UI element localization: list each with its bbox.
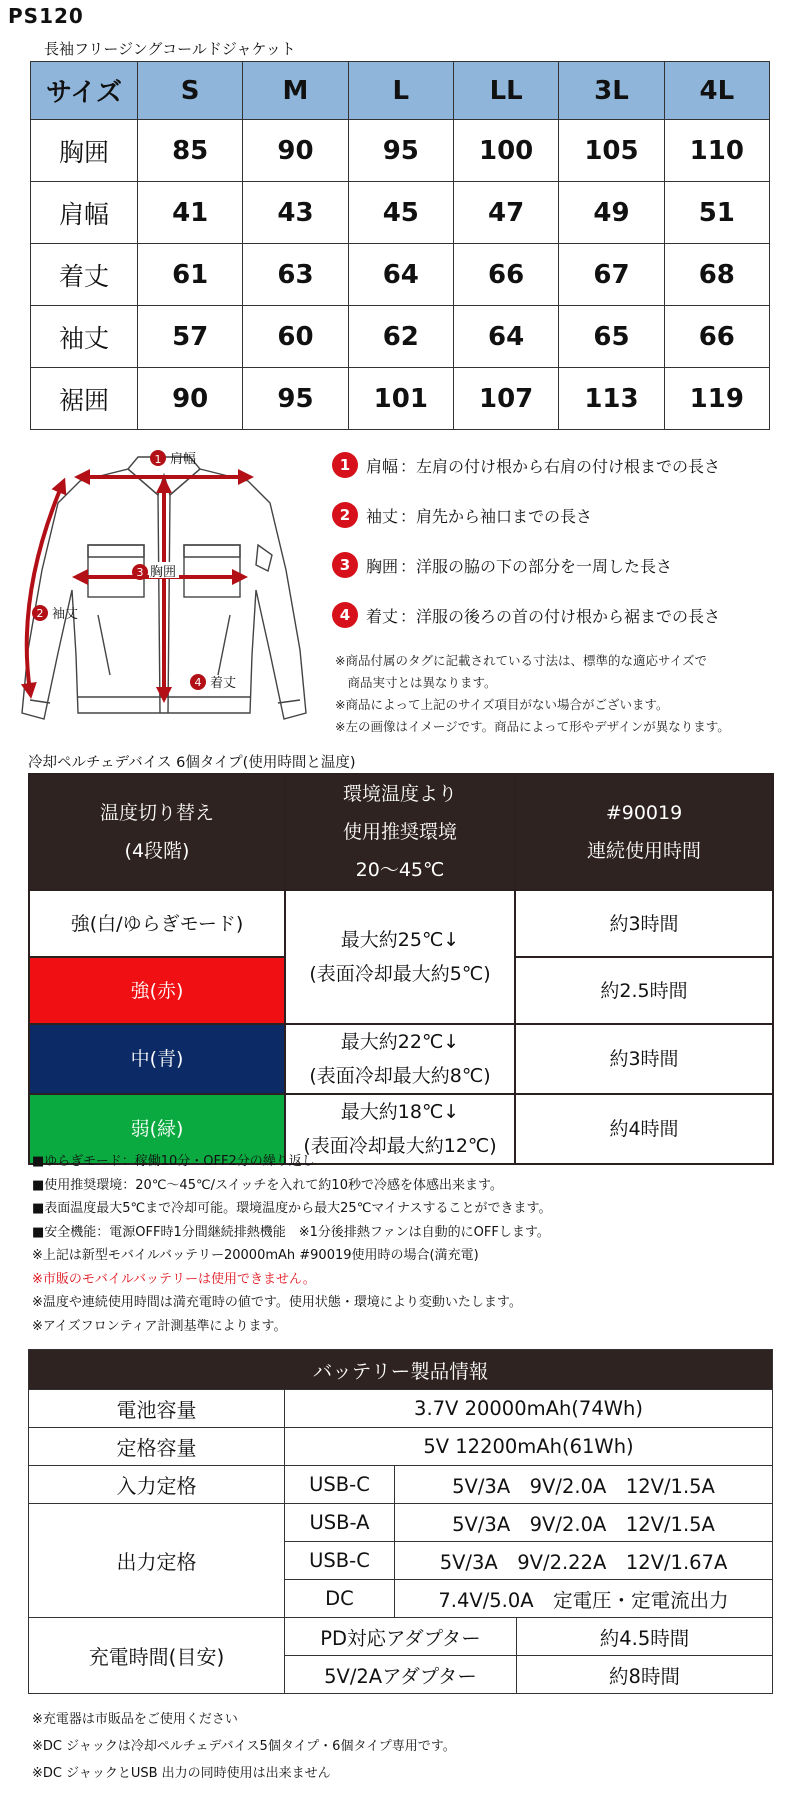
- header-line: 温度切り替え: [99, 802, 214, 824]
- length-label: 着丈: [210, 676, 237, 691]
- size-cell: 95: [348, 120, 453, 182]
- size-header-cell: LL: [453, 62, 558, 120]
- size-cell: 47: [453, 182, 558, 244]
- size-cell: 68: [664, 244, 769, 306]
- note-line: ※商品付属のタグに記載されている寸法は、標準的な適応サイズで: [335, 653, 707, 668]
- size-cell: 66: [453, 244, 558, 306]
- peltier-table: [28, 773, 774, 1165]
- battery-value: 5V 12200mAh(61Wh): [285, 1428, 773, 1466]
- size-header-cell: 3L: [559, 62, 664, 120]
- size-cell: 57: [138, 306, 243, 368]
- device-note: ■使用推奨環境：20℃～45℃/スイッチを入れて約10秒で冷感を体感出来ます。: [32, 1177, 503, 1193]
- header-line: #90019: [605, 802, 683, 824]
- size-cell: 65: [559, 306, 664, 368]
- size-cell: 61: [138, 244, 243, 306]
- size-header-cell: サイズ: [31, 62, 138, 120]
- size-header-cell: L: [348, 62, 453, 120]
- temp-line: 最大約22℃↓: [340, 1031, 460, 1053]
- battery-header: [29, 1350, 773, 1390]
- size-cell: 43: [243, 182, 348, 244]
- note-line: ※左の画像はイメージです。商品によって形やデザインが異なります。: [335, 719, 730, 734]
- badge-1-number: 1: [154, 453, 162, 466]
- size-cell: 63: [243, 244, 348, 306]
- battery-label: 出力定格: [29, 1504, 285, 1618]
- mode-weak-green: 弱(緑): [29, 1094, 285, 1164]
- spec-cell: 5V/3A 9V/2.0A 12V/1.5A: [395, 1504, 773, 1542]
- battery-label: 入力定格: [29, 1466, 285, 1504]
- measurement-legend: [332, 452, 792, 652]
- size-header-cell: M: [243, 62, 348, 120]
- temp-line: (表面冷却最大約8℃): [309, 1065, 491, 1087]
- size-row-sleeve: [31, 306, 770, 368]
- number-badge: 4: [332, 602, 358, 628]
- spec-cell: 5V/3A 9V/2.0A 12V/1.5A: [395, 1466, 773, 1504]
- battery-title: バッテリー製品情報: [29, 1350, 773, 1390]
- peltier-section-title: 冷却ペルチェデバイス 6個タイプ(使用時間と温度): [28, 755, 356, 771]
- size-cell: 64: [453, 306, 558, 368]
- size-cell: 90: [243, 120, 348, 182]
- legend-item-shoulder: [332, 452, 792, 478]
- size-cell: 45: [348, 182, 453, 244]
- battery-row-input: [29, 1466, 773, 1504]
- number-badge: 3: [332, 552, 358, 578]
- size-header-cell: 4L: [664, 62, 769, 120]
- peltier-header: [29, 774, 773, 890]
- header-line: 環境温度より: [342, 783, 457, 805]
- jacket-measurement-diagram: [10, 445, 320, 740]
- battery-row-capacity: [29, 1390, 773, 1428]
- peltier-header-env: [285, 774, 515, 890]
- battery-row-rated: [29, 1428, 773, 1466]
- peltier-header-time: [515, 774, 773, 890]
- time-cell: 約3時間: [515, 890, 773, 957]
- spec-cell: 7.4V/5.0A 定電圧・定電流出力: [395, 1580, 773, 1618]
- mode-strong-red: 強(赤): [29, 957, 285, 1024]
- number-badge: 2: [332, 502, 358, 528]
- battery-label: 充電時間(目安): [29, 1618, 285, 1694]
- temp-cell: [285, 1024, 515, 1094]
- size-cell: 95: [243, 368, 348, 430]
- header-line: 20～45℃: [355, 859, 445, 881]
- size-cell: 113: [559, 368, 664, 430]
- temp-line: (表面冷却最大約12℃): [303, 1135, 497, 1157]
- size-table: [30, 61, 770, 430]
- peltier-header-mode: [29, 774, 285, 890]
- battery-note: ※DC ジャックとUSB 出力の同時使用は出来ません: [32, 1766, 331, 1781]
- port-cell: DC: [285, 1580, 395, 1618]
- size-cell: 67: [559, 244, 664, 306]
- product-name: 長袖フリージングコールドジャケット: [44, 40, 296, 58]
- legend-item-sleeve: [332, 502, 792, 528]
- battery-note: ※充電器は市販品をご使用ください: [32, 1712, 238, 1727]
- size-cell: 100: [453, 120, 558, 182]
- battery-value: 3.7V 20000mAh(74Wh): [285, 1390, 773, 1428]
- legend-item-length: [332, 602, 792, 628]
- header-line: 連続使用時間: [586, 840, 701, 862]
- size-header-cell: S: [138, 62, 243, 120]
- charge-time-cell: 約8時間: [517, 1656, 773, 1694]
- time-cell: 約2.5時間: [515, 957, 773, 1024]
- size-cell: 110: [664, 120, 769, 182]
- battery-row-output: [29, 1504, 773, 1542]
- peltier-row: [29, 890, 773, 957]
- temp-line: 最大約18℃↓: [340, 1101, 460, 1123]
- time-cell: 約3時間: [515, 1024, 773, 1094]
- battery-table: [28, 1349, 773, 1694]
- size-cell: 62: [348, 306, 453, 368]
- size-row-length: [31, 244, 770, 306]
- peltier-row: [29, 1024, 773, 1094]
- temp-cell: [285, 890, 515, 1024]
- size-table-header: [31, 62, 770, 120]
- header-line: (4段階): [124, 840, 190, 862]
- number-badge: 1: [332, 452, 358, 478]
- size-cell: 119: [664, 368, 769, 430]
- mode-medium-blue: 中(青): [29, 1024, 285, 1094]
- battery-row-charge: [29, 1618, 773, 1656]
- time-cell: 約4時間: [515, 1094, 773, 1164]
- product-code: PS120: [8, 4, 84, 28]
- size-row-label: 裾囲: [31, 368, 138, 430]
- badge-2-number: 2: [36, 607, 44, 620]
- size-cell: 49: [559, 182, 664, 244]
- charge-time-cell: 約4.5時間: [517, 1618, 773, 1656]
- shoulder-label: 肩幅: [170, 452, 197, 467]
- size-row-label: 胸囲: [31, 120, 138, 182]
- adapter-cell: 5V/2Aアダプター: [285, 1656, 517, 1694]
- badge-3-number: 3: [136, 566, 144, 579]
- battery-note: ※DC ジャックは冷却ペルチェデバイス5個タイプ・6個タイプ専用です。: [32, 1739, 456, 1754]
- device-note: ■表面温度最大5℃まで冷却可能。環境温度から最大25℃マイナスすることができます。: [32, 1201, 552, 1216]
- size-cell: 60: [243, 306, 348, 368]
- adapter-cell: PD対応アダプター: [285, 1618, 517, 1656]
- legend-term: 肩幅: [366, 456, 399, 476]
- device-note: ■ゆらぎモード：稼働10分・OFF2分の繰り返し: [32, 1154, 315, 1169]
- size-row-hem: [31, 368, 770, 430]
- header-line: 使用推奨環境: [342, 821, 457, 843]
- size-row-label: 肩幅: [31, 182, 138, 244]
- measurement-arrows: [27, 477, 246, 695]
- mode-strong-white: 強(白/ゆらぎモード): [29, 890, 285, 957]
- legend-term: 袖丈: [366, 506, 399, 526]
- battery-label: 定格容量: [29, 1428, 285, 1466]
- legend-description: ：左肩の付け根から右肩の付け根までの長さ: [400, 456, 721, 476]
- measurement-notes: [335, 650, 730, 738]
- note-line: 商品実寸とは異なります。: [335, 675, 497, 690]
- note-line: ※商品によって上記のサイズ項目がない場合がございます。: [335, 697, 669, 712]
- device-note-warning: ※市販のモバイルバッテリーは使用できません。: [32, 1271, 316, 1287]
- device-notes: [32, 1150, 551, 1338]
- size-cell: 90: [138, 368, 243, 430]
- size-cell: 41: [138, 182, 243, 244]
- port-cell: USB-C: [285, 1542, 395, 1580]
- size-cell: 105: [559, 120, 664, 182]
- size-cell: 66: [664, 306, 769, 368]
- sleeve-label: 袖丈: [52, 607, 79, 622]
- device-note: ※上記は新型モバイルバッテリー20000mAh #90019使用時の場合(満充電): [32, 1248, 479, 1263]
- size-cell: 64: [348, 244, 453, 306]
- port-cell: USB-A: [285, 1504, 395, 1542]
- size-cell: 51: [664, 182, 769, 244]
- size-cell: 85: [138, 120, 243, 182]
- size-row-label: 袖丈: [31, 306, 138, 368]
- size-row-chest: [31, 120, 770, 182]
- spec-cell: 5V/3A 9V/2.22A 12V/1.67A: [395, 1542, 773, 1580]
- legend-description: ：肩先から袖口までの長さ: [400, 506, 593, 526]
- badge-4-number: 4: [194, 676, 202, 689]
- chest-label: 胸囲: [150, 565, 177, 580]
- legend-description: ：洋服の脇の下の部分を一周した長さ: [400, 556, 673, 576]
- temp-line: 最大約25℃↓: [340, 929, 460, 951]
- battery-label: 電池容量: [29, 1390, 285, 1428]
- legend-term: 着丈: [366, 606, 399, 626]
- port-cell: USB-C: [285, 1466, 395, 1504]
- size-cell: 101: [348, 368, 453, 430]
- device-note: ※アイズフロンティア計測基準によります。: [32, 1318, 287, 1334]
- size-row-shoulder: [31, 182, 770, 244]
- legend-item-chest: [332, 552, 792, 578]
- size-cell: 107: [453, 368, 558, 430]
- battery-notes: [32, 1706, 456, 1787]
- temp-line: (表面冷却最大約5℃): [309, 963, 491, 985]
- device-note: ■安全機能：電源OFF時1分間継続排熱機能 ※1分後排熱ファンは自動的にOFFします。: [32, 1224, 550, 1240]
- legend-term: 胸囲: [366, 556, 399, 576]
- size-row-label: 着丈: [31, 244, 138, 306]
- device-note: ※温度や連続使用時間は満充電時の値です。使用状態・環境により変動いたします。: [32, 1295, 522, 1310]
- legend-description: ：洋服の後ろの首の付け根から裾までの長さ: [400, 606, 721, 626]
